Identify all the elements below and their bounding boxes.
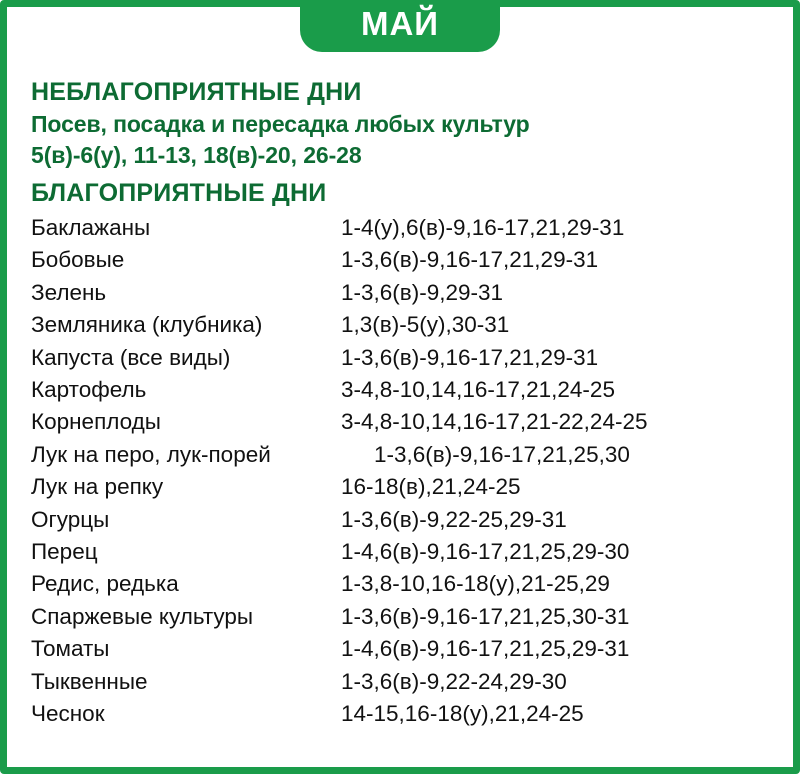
month-label: МАЙ xyxy=(360,5,440,42)
crop-name: Лук на репку xyxy=(31,474,164,500)
crop-days: 16-18(в),21,24-25 xyxy=(341,474,521,500)
crop-name: Картофель xyxy=(31,377,147,403)
crop-name: Чеснок xyxy=(31,701,105,727)
crop-name: Томаты xyxy=(31,636,110,662)
unfavorable-title: НЕБЛАГОПРИЯТНЫЕ ДНИ xyxy=(31,78,362,106)
table-row xyxy=(31,439,779,471)
crop-name: Тыквенные xyxy=(31,668,148,694)
table-row xyxy=(31,374,779,406)
table-row xyxy=(31,309,779,341)
table-row xyxy=(31,601,779,633)
table-row xyxy=(31,698,779,730)
crop-name: Огурцы xyxy=(31,506,110,532)
crop-name: Перец xyxy=(31,539,98,565)
crop-name: Редис, редька xyxy=(31,571,179,597)
table-row xyxy=(31,244,779,276)
crop-name: Капуста (все виды) xyxy=(31,344,231,370)
month-header-pill xyxy=(300,0,500,52)
table-row xyxy=(31,536,779,568)
table-row xyxy=(31,504,779,536)
table-row xyxy=(31,666,779,698)
crop-days: 1-3,6(в)-9,16-17,21,25,30-31 xyxy=(341,603,630,629)
crop-days: 1-3,6(в)-9,22-25,29-31 xyxy=(341,506,567,532)
favorable-days-body xyxy=(31,212,779,731)
crop-days: 1-4(у),6(в)-9,16-17,21,29-31 xyxy=(341,215,625,240)
crop-days: 1-3,6(в)-9,22-24,29-30 xyxy=(341,668,567,694)
unfavorable-section xyxy=(31,76,779,171)
crop-name: Бобовые xyxy=(31,247,125,273)
unfavorable-days: 5(в)-6(у), 11-13, 18(в)-20, 26-28 xyxy=(31,142,362,168)
crop-days: 3-4,8-10,14,16-17,21-22,24-25 xyxy=(341,409,648,435)
crop-name: Спаржевые культуры xyxy=(31,603,254,629)
table-row xyxy=(31,277,779,309)
table-row xyxy=(31,342,779,374)
table-row xyxy=(31,633,779,665)
table-row xyxy=(31,406,779,438)
crop-name: Зелень xyxy=(31,279,107,305)
unfavorable-subtitle: Посев, посадка и пересадка любых культур xyxy=(31,111,530,137)
crop-days: 1-3,6(в)-9,16-17,21,29-31 xyxy=(341,344,599,370)
crop-days: 3-4,8-10,14,16-17,21,24-25 xyxy=(341,377,615,403)
crop-name: Корнеплоды xyxy=(31,409,161,435)
crop-days: 1,3(в)-5(у),30-31 xyxy=(341,312,510,338)
crop-days: 1-3,6(в)-9,16-17,21,25,30 xyxy=(374,441,630,467)
crop-days: 14-15,16-18(у),21,24-25 xyxy=(341,701,584,727)
crop-name: Земляника (клубника) xyxy=(31,312,263,338)
favorable-days-table xyxy=(31,212,779,731)
crop-days: 1-4,6(в)-9,16-17,21,25,29-30 xyxy=(341,539,630,565)
table-row xyxy=(31,212,779,244)
crop-name: Лук на перо, лук-порей xyxy=(31,441,271,467)
table-row xyxy=(31,471,779,503)
favorable-title: БЛАГОПРИЯТНЫЕ ДНИ xyxy=(31,179,327,207)
table-row xyxy=(31,568,779,600)
crop-name: Баклажаны xyxy=(31,215,151,240)
calendar-content xyxy=(7,66,793,767)
crop-days: 1-4,6(в)-9,16-17,21,25,29-31 xyxy=(341,636,630,662)
crop-days: 1-3,8-10,16-18(у),21-25,29 xyxy=(341,571,610,597)
crop-days: 1-3,6(в)-9,29-31 xyxy=(341,279,504,305)
crop-days: 1-3,6(в)-9,16-17,21,29-31 xyxy=(341,247,599,273)
